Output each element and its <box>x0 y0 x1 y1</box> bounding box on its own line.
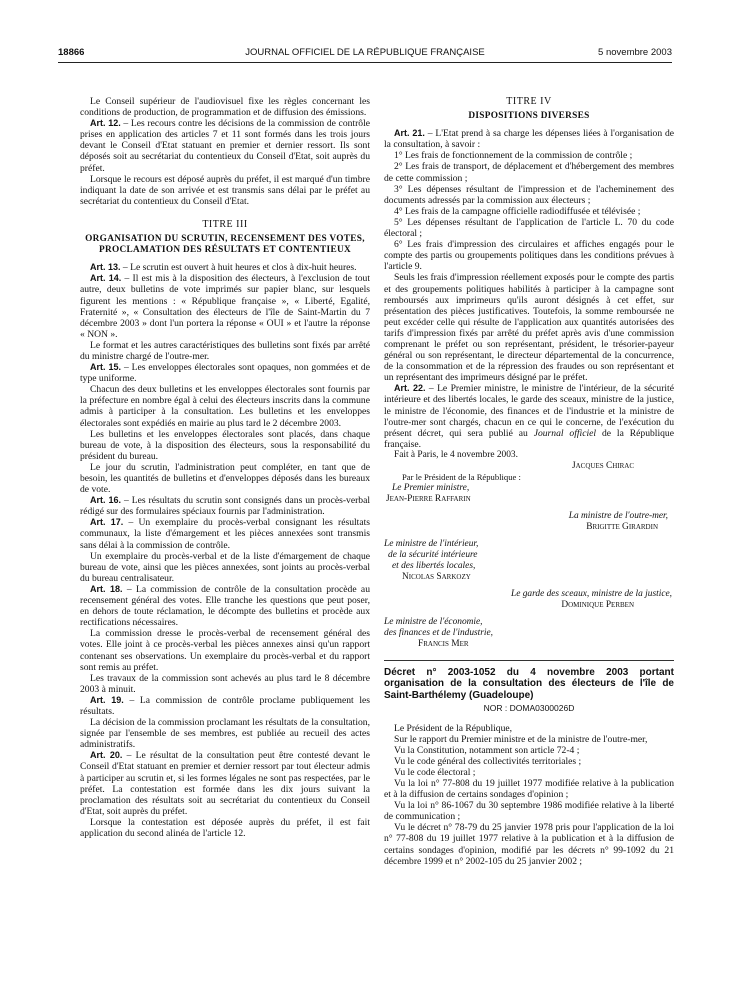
header-rule <box>58 62 672 63</box>
article-label: Art. 20. <box>90 750 123 761</box>
article-text: – Les enveloppes électorales sont opaques, non gommées et de type uniforme. <box>80 362 370 385</box>
article-text: – Le scrutin est ouvert à huit heures et clos à dix-huit heures. <box>120 262 357 274</box>
article-text: – Le Premier ministre, le ministre de l'intérieur, de la sécurité intérieure et des libertés locales, le garde des sceaux, ministre de la justice, le ministre de l'économie, des finances et de l'industrie et la ministre de l'outre-mer sont chargés, chacun en ce qui le concerne, de l'exécution du présent décret, qui sera publié au <box>384 383 674 439</box>
int-title-2: de la sécurité intérieure <box>388 549 478 560</box>
article-label: Art. 22. <box>394 383 426 394</box>
eco-title-2: des finances et de l'industrie, <box>384 627 494 638</box>
list-item: 6° Les frais d'impression des circulaires et affiches engagés pour le compte des partis ou groupements politiques dans les conditions prévues à l'article 9. <box>384 239 674 273</box>
article-text: de la République française. <box>384 427 674 450</box>
article-label: Art. 18. <box>90 583 123 594</box>
article-text: – Les recours contre les décisions de la commission de contrôle prises en application des articles 7 et 11 sont formés dans les trois jours devant le Conseil d'Etat statuant en premier et dernier ressort. Ils sont déposés soit au secrétariat du contentieux du Conseil d'Etat, soit auprès du préfet. <box>80 118 370 174</box>
paragraph: Un exemplaire du procès-verbal et de la liste d'émargement de chaque bureau de vote, ainsi que les pièces annexées, sont joints au procès-verbal du bureau centralisateur. <box>80 550 370 584</box>
visa: Vu la Constitution, notamment son article 72-4 ; <box>394 744 580 756</box>
eco-title-1: Le ministre de l'économie, <box>384 616 483 627</box>
nor-reference: NOR : DOMA0300026D <box>483 703 575 714</box>
par-le-president: Par le Président de la République : <box>402 471 521 482</box>
article-label: Art. 16. <box>90 495 122 506</box>
article-21 <box>384 128 674 150</box>
paragraph: Lorsque le recours est déposé auprès du préfet, il est marqué d'un timbre indiquant la date de son arrivée et est transmis sans délai par le préfet au secrétariat du contentieux du Conseil d'Etat. <box>80 173 370 207</box>
decret-title: Décret n° 2003-1052 du 4 novembre 2003 portant organisation de la consultation des électeurs de l'île de Saint-Barthélemy (Guadeloupe) <box>384 666 674 701</box>
paragraph: Seuls les frais d'impression réellement exposés pour le compte des partis et des groupements politiques habilités à participer à la campagne sont remboursés aux imprimeurs qu'ils auront désignés à cet effet, sur présentation des pièces justificatives. Toutefois, la somme remboursée ne peut excéder celle qui résulte de l'application aux quantités autorisées des tarifs d'impression fixés par arrêté du préfet après avis d'une commission comprenant le préfet ou son représentant, président, le trésorier-payeur général ou son représentant, le directeur départemental de la concurrence, de la consommation et de la répression des fraudes ou son représentant et un représentant des imprimeurs désigné par le préfet. <box>384 272 674 384</box>
issue-date: 5 novembre 2003 <box>598 47 672 58</box>
paragraph: Les travaux de la commission sont achevés au plus tard le 8 décembre 2003 à minuit. <box>80 672 370 695</box>
article-18 <box>80 584 370 628</box>
page-number: 18866 <box>58 47 85 58</box>
article-text: – L'Etat prend à sa charge les dépenses liées à l'organisation de la consultation, à savoir : <box>384 128 675 151</box>
int-title-1: Le ministre de l'intérieur, <box>384 538 479 549</box>
list-item: 1° Les frais de fonctionnement de la commission de contrôle ; <box>394 150 633 162</box>
journal-officiel-ref: Journal officiel <box>533 427 597 439</box>
just-name: Dominique Perben <box>561 599 634 610</box>
article-13 <box>80 262 370 273</box>
article-label: Art. 19. <box>90 694 124 705</box>
page-header <box>58 44 672 60</box>
article-label: Art. 21. <box>394 128 425 139</box>
titre-4-heading: DISPOSITIONS DIVERSES <box>468 111 590 122</box>
list-item: 4° Les frais de la campagne officielle radiodiffusée et télévisée ; <box>394 205 641 217</box>
eco-name: Francis Mer <box>418 638 469 649</box>
article-14 <box>80 273 370 340</box>
titre-4: TITRE IV <box>506 96 552 107</box>
paragraph: Les bulletins et les enveloppes électorales sont placés, dans chaque bureau de vote, à la disposition des électeurs, sous la responsabilité du président du bureau. <box>80 428 370 462</box>
article-text: – Le résultat de la consultation peut être contesté devant le Conseil d'Etat statuant en premier et dernier ressort par tout électeur admis à participer au scrutin et, si les formes légales ne sont pas respectées, par le préfet. La contestation est formée dans les dix jours suivant la proclamation des résultats soit au secrétariat du contentieux du Conseil d'Etat, soit auprès du préfet. <box>80 750 371 817</box>
list-item: 2° Les frais de transport, de déplacement et d'hébergement des membres de cette commission ; <box>384 161 674 184</box>
journal-title: JOURNAL OFFICIEL DE LA RÉPUBLIQUE FRANÇAISE <box>245 47 485 58</box>
left-column <box>80 96 370 839</box>
article-text: – Il est mis à la disposition des électeurs, à l'exclusion de tout autre, deux bulletins de vote imprimés sur papier blanc, sur lesquels figurent les mentions : « République française », « Liberté, Egalité, Fraternité », « Consultation des électeurs de l'île de Saint-Martin du 7 décembre 2003 » dont l'un portera la réponse « OUI » et l'autre la réponse « NON ». <box>80 273 370 340</box>
article-label: Art. 12. <box>90 118 121 129</box>
titre-3-heading: ORGANISATION DU SCRUTIN, RECENSEMENT DES VOTES, PROCLAMATION DES RÉSULTATS ET CONTENTIEUX <box>85 234 365 256</box>
section-divider <box>384 660 674 661</box>
article-19 <box>80 695 370 717</box>
article-17 <box>80 517 370 550</box>
paragraph: Le Conseil supérieur de l'audiovisuel fixe les règles concernant les conditions de production, de programmation et de diffusion des émissions. <box>80 96 370 119</box>
article-20 <box>80 750 370 817</box>
paragraph: La commission dresse le procès-verbal de recensement général des votes. Elle joint à ce procès-verbal les pièces annexes ainsi qu'un rapport contenant ses observations. Un exemplaire du procès-verbal et du rapport sont remis au préfet. <box>80 628 370 673</box>
article-12 <box>80 118 370 173</box>
article-text: – La commission de contrôle de la consultation procède au recensement général des votes. Elle tranche les questions que peut poser, en dehors de toute réclamation, le décompte des bulletins et procède aux rectifications nécessaires. <box>80 583 370 629</box>
visa: Vu le décret n° 78-79 du 25 janvier 1978 pris pour l'application de la loi n° 77-808 du 19 juillet 1977 relative à la publication et à la diffusion de certains sondages d'opinion, modifié par les décrets n° 99-1092 du 21 décembre 1999 et n° 2002-105 du 25 janvier 2002 ; <box>384 822 674 867</box>
article-label: Art. 13. <box>90 262 121 273</box>
article-text: – Les résultats du scrutin sont consignés dans un procès-verbal rédigé sur des formulaires spéciaux fournis par l'administration. <box>80 495 370 518</box>
paragraph: Sur le rapport du Premier ministre et de la ministre de l'outre-mer, <box>394 733 648 745</box>
signature-chirac: Jacques Chirac <box>571 460 634 471</box>
paragraph: Le jour du scrutin, l'administration peut compléter, en tant que de besoin, les quantités de bulletins et d'enveloppes déposés dans les bureaux de vote. <box>80 461 370 496</box>
article-label: Art. 14. <box>90 273 122 284</box>
paragraph: Lorsque la contestation est déposée auprès du préfet, il est fait application du second alinéa de l'article 12. <box>80 816 370 839</box>
int-title-3: et des libertés locales, <box>392 560 476 571</box>
article-label: Art. 17. <box>90 517 124 528</box>
pm-title: Le Premier ministre, <box>392 482 470 493</box>
just-title: Le garde des sceaux, ministre de la justice, <box>511 588 672 599</box>
fait-a-paris: Fait à Paris, le 4 novembre 2003. <box>394 449 518 460</box>
paragraph: La décision de la commission proclamant les résultats de la consultation, signée par l'ensemble de ses membres, est publiée au recueil des actes administratifs. <box>80 717 370 751</box>
article-15 <box>80 362 370 384</box>
list-item: 5° Les dépenses résultant de l'application de l'article L. 70 du code électoral ; <box>384 216 674 240</box>
int-name: Nicolas Sarkozy <box>402 571 471 582</box>
visa: Vu le code électoral ; <box>394 766 476 778</box>
article-22 <box>384 383 674 450</box>
paragraph: Le format et les autres caractéristiques des bulletins sont fixés par arrêté du ministre chargé de l'outre-mer. <box>80 339 370 362</box>
titre-3: TITRE III <box>202 218 248 230</box>
paragraph: Le Président de la République, <box>394 722 513 734</box>
om-title: La ministre de l'outre-mer, <box>568 510 668 521</box>
article-text: – Un exemplaire du procès-verbal consignant les résultats communaux, la liste d'émargement et les pièces annexées sont transmis sans délai à la commission de contrôle. <box>80 517 370 551</box>
pm-name: Jean-Pierre Raffarin <box>386 493 471 504</box>
visa: Vu le code général des collectivités territoriales ; <box>394 755 582 767</box>
article-16 <box>80 495 370 517</box>
article-text: – La commission de contrôle proclame publiquement les résultats. <box>80 694 370 717</box>
visa: Vu la loi n° 77-808 du 19 juillet 1977 modifiée relative à la publication et à la diffusion de certains sondages d'opinion ; <box>384 777 674 801</box>
article-label: Art. 15. <box>90 362 122 373</box>
visa: Vu la loi n° 86-1067 du 30 septembre 1986 modifiée relative à la liberté de communication ; <box>384 800 674 823</box>
right-column <box>384 96 674 867</box>
list-item: 3° Les dépenses résultant de l'impression et de l'acheminement des documents adressés par la commission aux électeurs ; <box>384 183 674 206</box>
om-name: Brigitte Girardin <box>586 521 658 532</box>
paragraph: Chacun des deux bulletins et les enveloppes électorales sont fournis par la préfecture en nombre égal à celui des électeurs inscrits dans la commune admis à participer à la consultation. Les bulletins et les enveloppes électorales sont expédiés en mairie au plus tard le 2 décembre 2003. <box>80 384 370 429</box>
